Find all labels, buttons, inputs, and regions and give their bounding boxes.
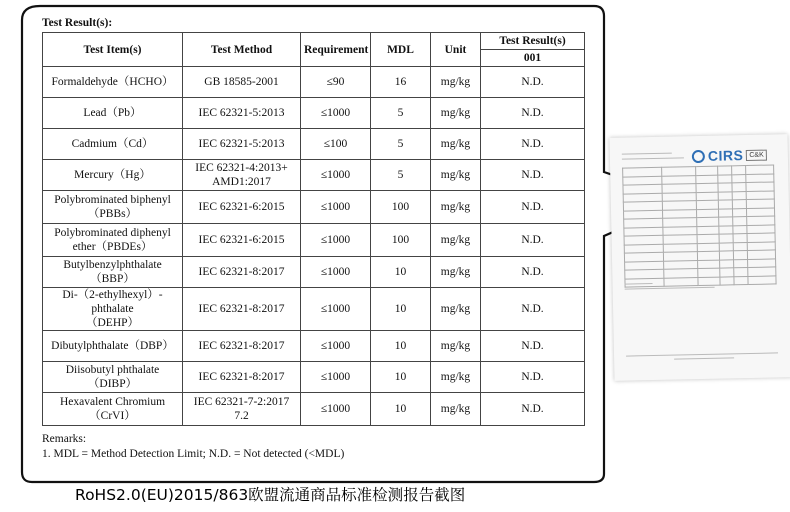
thumb-cell [732, 174, 747, 183]
cell-test-method: IEC 62321-7-2:2017 7.2 [183, 393, 301, 426]
cell-mdl: 5 [371, 98, 431, 129]
cell-result: N.D. [481, 362, 585, 393]
thumb-cell [733, 234, 748, 243]
cell-result: N.D. [481, 98, 585, 129]
image-caption: RoHS2.0(EU)2015/863欧盟流通商品标准检测报告截图 [75, 486, 466, 504]
thumb-cell [719, 268, 734, 277]
cell-mdl: 16 [371, 67, 431, 98]
cell-test-item: Polybrominated biphenyl （PBBs） [43, 191, 183, 224]
cell-test-item: Lead（Pb） [43, 98, 183, 129]
cell-test-method: GB 18585-2001 [183, 67, 301, 98]
remarks-title: Remarks: [42, 433, 87, 445]
cell-mdl: 10 [371, 362, 431, 393]
cell-requirement: ≤1000 [301, 393, 371, 426]
table-row [43, 288, 585, 331]
thumb-footer-text [674, 357, 734, 359]
thumb-cell [719, 259, 734, 268]
cell-test-item: Hexavalent Chromium （CrVI） [43, 393, 183, 426]
cell-test-item: Diisobutyl phthalate（DIBP） [43, 362, 183, 393]
cell-mdl: 5 [371, 129, 431, 160]
header-test-method: Test Method [183, 33, 301, 67]
cell-test-item: Mercury（Hg） [43, 160, 183, 191]
cell-mdl: 100 [371, 191, 431, 224]
logo-sub-brand: C&K [746, 149, 767, 160]
table-row [43, 160, 585, 191]
header-sample-number: 001 [481, 50, 585, 67]
thumb-cell [718, 225, 733, 234]
cell-test-method: IEC 62321-8:2017 [183, 331, 301, 362]
cell-requirement: ≤1000 [301, 98, 371, 129]
table-row [43, 331, 585, 362]
thumb-cell [732, 183, 747, 192]
thumb-cell [718, 208, 733, 217]
cell-test-method: IEC 62321-4:2013+ AMD1:2017 [183, 160, 301, 191]
thumb-results-table [622, 164, 776, 287]
cell-test-item: Formaldehyde（HCHO） [43, 67, 183, 98]
cell-test-method: IEC 62321-6:2015 [183, 224, 301, 257]
thumb-cell [733, 217, 748, 226]
cell-test-item: Dibutylphthalate（DBP） [43, 331, 183, 362]
thumb-cell [733, 251, 748, 260]
cell-test-method: IEC 62321-8:2017 [183, 362, 301, 393]
cell-unit: mg/kg [431, 331, 481, 362]
cell-test-method: IEC 62321-6:2015 [183, 191, 301, 224]
thumb-cell [719, 242, 734, 251]
cell-unit: mg/kg [431, 67, 481, 98]
cell-result: N.D. [481, 224, 585, 257]
table-row [43, 191, 585, 224]
cell-unit: mg/kg [431, 362, 481, 393]
cell-result: N.D. [481, 257, 585, 288]
cell-requirement: ≤1000 [301, 160, 371, 191]
cell-requirement: ≤1000 [301, 191, 371, 224]
cell-unit: mg/kg [431, 257, 481, 288]
cell-unit: mg/kg [431, 288, 481, 331]
cell-unit: mg/kg [431, 224, 481, 257]
thumb-cell [719, 251, 734, 260]
thumb-cell [719, 276, 734, 285]
cell-test-method: IEC 62321-5:2013 [183, 98, 301, 129]
thumb-cell [748, 275, 776, 284]
cell-unit: mg/kg [431, 98, 481, 129]
cell-result: N.D. [481, 191, 585, 224]
thumb-cell [718, 200, 733, 209]
remarks-line: 1. MDL = Method Detection Limit; N.D. = Not detected (<MDL) [42, 448, 345, 460]
test-results-table [42, 32, 585, 426]
report-thumbnail [609, 134, 790, 381]
thumb-cell [733, 259, 748, 268]
thumb-cell [719, 234, 734, 243]
thumb-cell [733, 242, 748, 251]
cell-test-method: IEC 62321-5:2013 [183, 129, 301, 160]
table-row [43, 67, 585, 98]
thumb-cell [732, 200, 747, 209]
cell-requirement: ≤90 [301, 67, 371, 98]
logo-brand: CIRS [707, 147, 744, 164]
cell-unit: mg/kg [431, 191, 481, 224]
thumb-cell [664, 277, 698, 286]
cell-mdl: 10 [371, 257, 431, 288]
cell-result: N.D. [481, 160, 585, 191]
cell-requirement: ≤1000 [301, 224, 371, 257]
thumb-cell [718, 191, 733, 200]
cell-requirement: ≤1000 [301, 362, 371, 393]
thumb-cell [734, 276, 749, 285]
header-test-result: Test Result(s) [481, 33, 585, 50]
cell-result: N.D. [481, 129, 585, 160]
cell-result: N.D. [481, 393, 585, 426]
results-body [43, 67, 585, 426]
remarks [42, 432, 584, 462]
thumb-cell [717, 166, 732, 175]
cell-unit: mg/kg [431, 160, 481, 191]
thumb-text-line [622, 153, 672, 155]
thumb-cell [732, 208, 747, 217]
thumb-cell [733, 225, 748, 234]
cell-result: N.D. [481, 288, 585, 331]
cell-requirement: ≤100 [301, 129, 371, 160]
header-unit: Unit [431, 33, 481, 67]
report-excerpt [42, 17, 584, 462]
cell-mdl: 10 [371, 331, 431, 362]
cell-requirement: ≤1000 [301, 331, 371, 362]
thumb-cell [718, 217, 733, 226]
thumb-cell [734, 268, 749, 277]
cell-mdl: 10 [371, 288, 431, 331]
table-row [43, 362, 585, 393]
thumb-footer-rule [626, 352, 778, 356]
cirs-logo [692, 146, 767, 166]
thumb-cell [731, 166, 746, 175]
cell-requirement: ≤1000 [301, 288, 371, 331]
thumb-row [625, 275, 776, 287]
cell-mdl: 5 [371, 160, 431, 191]
cell-test-item: Butylbenzylphthalate（BBP） [43, 257, 183, 288]
globe-icon [692, 149, 705, 162]
cell-test-item: Cadmium（Cd） [43, 129, 183, 160]
thumb-cell [718, 183, 733, 192]
thumb-text-line [622, 157, 684, 159]
cell-unit: mg/kg [431, 393, 481, 426]
cell-unit: mg/kg [431, 129, 481, 160]
cell-result: N.D. [481, 67, 585, 98]
cell-test-item: Polybrominated diphenyl ether（PBDEs） [43, 224, 183, 257]
cell-result: N.D. [481, 331, 585, 362]
thumb-cell [732, 191, 747, 200]
cell-test-item: Di-（2-ethylhexyl）-phthalate （DEHP） [43, 288, 183, 331]
cell-test-method: IEC 62321-8:2017 [183, 257, 301, 288]
cell-requirement: ≤1000 [301, 257, 371, 288]
table-row [43, 98, 585, 129]
section-title: Test Result(s): [42, 17, 113, 29]
thumb-cell [717, 174, 732, 183]
header-requirement: Requirement [301, 33, 371, 67]
table-row [43, 224, 585, 257]
cell-mdl: 10 [371, 393, 431, 426]
table-row [43, 129, 585, 160]
thumb-cell [697, 277, 719, 286]
header-mdl: MDL [371, 33, 431, 67]
cell-test-method: IEC 62321-8:2017 [183, 288, 301, 331]
table-row [43, 257, 585, 288]
table-row [43, 393, 585, 426]
header-test-item: Test Item(s) [43, 33, 183, 67]
cell-mdl: 100 [371, 224, 431, 257]
